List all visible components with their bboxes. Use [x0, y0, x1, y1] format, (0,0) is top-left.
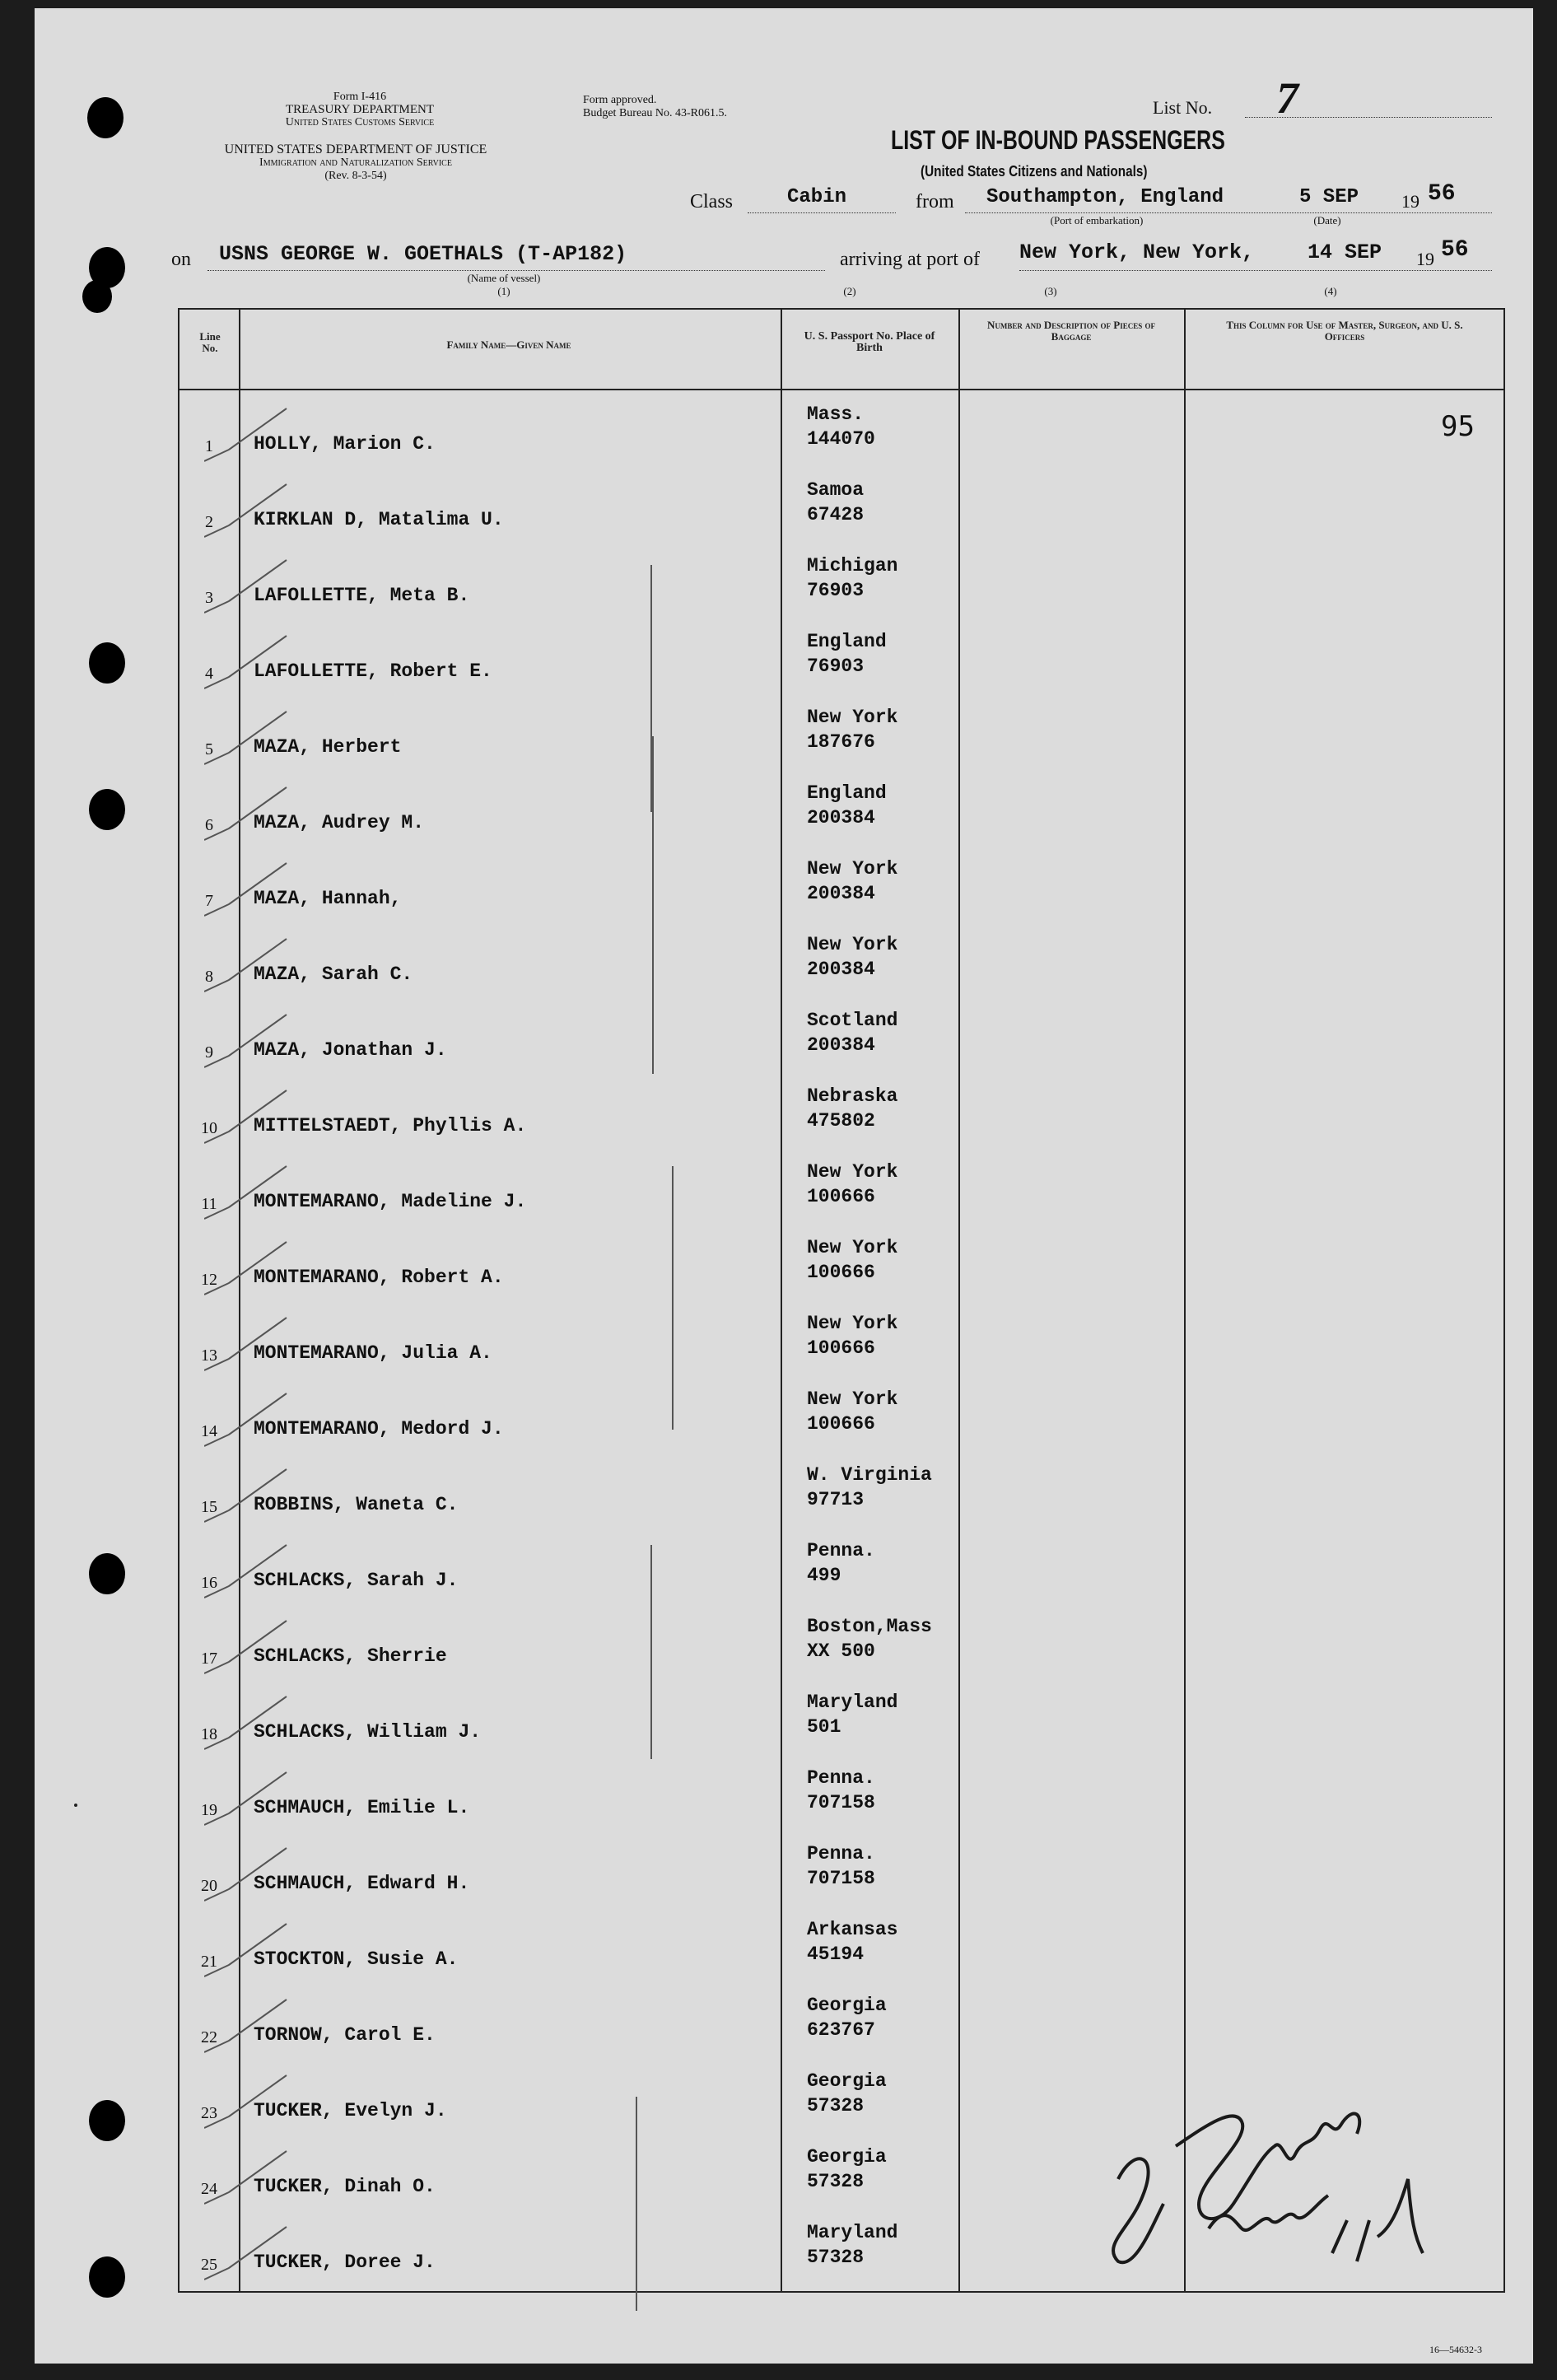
place-of-birth: Maryland — [807, 1692, 898, 1713]
table-row — [179, 1449, 1503, 1525]
birthplace-passport — [807, 1690, 897, 1739]
table-row — [179, 843, 1503, 919]
line-number: 4 — [205, 665, 213, 683]
page-subtitle: (United States Citizens and Nationals) — [921, 163, 1148, 180]
column-number-3: (3) — [1044, 285, 1057, 297]
vessel-line — [207, 270, 825, 271]
passenger-name: MITTELSTAEDT, Phyllis A. — [254, 1115, 527, 1136]
place-of-birth: Arkansas — [807, 1919, 898, 1940]
passenger-name: SCHLACKS, William J. — [254, 1721, 482, 1743]
passport-number: 76903 — [807, 580, 865, 601]
column-number-1: (1) — [497, 285, 510, 297]
passenger-name: MONTEMARANO, Medord J. — [254, 1418, 504, 1440]
line-number: 20 — [201, 1877, 217, 1895]
line-number: 11 — [201, 1195, 217, 1213]
table-row — [179, 1904, 1503, 1980]
birthplace-passport — [807, 1917, 897, 1967]
birthplace-passport — [807, 2069, 887, 2118]
passport-number: 57328 — [807, 2095, 865, 2116]
passenger-name: ROBBINS, Waneta C. — [254, 1494, 459, 1515]
revision: (Rev. 8-3-54) — [324, 170, 387, 182]
birthplace-passport — [807, 402, 875, 451]
line-number: 10 — [201, 1119, 217, 1137]
passenger-name: KIRKLAN D, Matalima U. — [254, 509, 504, 530]
place-of-birth: Georgia — [807, 2070, 887, 2092]
place-of-birth: New York — [807, 707, 898, 728]
passport-number: 707158 — [807, 1868, 875, 1889]
birthplace-passport — [807, 705, 897, 754]
form-approved: Form approved. — [583, 94, 657, 106]
passenger-name: STOCKTON, Susie A. — [254, 1948, 459, 1970]
date-caption: (Date) — [1313, 214, 1341, 226]
table-row — [179, 919, 1503, 995]
line-number: 24 — [201, 2180, 217, 2198]
table-row — [179, 1752, 1503, 1828]
passport-number: 200384 — [807, 807, 875, 828]
class-label: Class — [690, 191, 734, 212]
place-of-birth: Penna. — [807, 1767, 875, 1789]
binder-hole — [89, 1553, 125, 1594]
arrival-year: 56 — [1441, 237, 1469, 263]
line-number: 23 — [201, 2104, 217, 2122]
vessel-name: USNS GEORGE W. GOETHALS (T-AP182) — [219, 242, 627, 266]
customs-service: United States Customs Service — [285, 116, 435, 128]
line-number: 15 — [201, 1498, 217, 1516]
place-of-birth: Scotland — [807, 1010, 898, 1031]
place-of-birth: Michigan — [807, 555, 898, 576]
arriving-label: arriving at port of — [840, 249, 980, 270]
table-row — [179, 1677, 1503, 1752]
place-of-birth: New York — [807, 934, 898, 955]
place-of-birth: Georgia — [807, 2146, 887, 2168]
birthplace-passport — [807, 1387, 897, 1436]
place-of-birth: Samoa — [807, 479, 865, 501]
line-number: 9 — [205, 1043, 213, 1062]
table-row — [179, 464, 1503, 540]
birthplace-passport — [807, 1160, 897, 1209]
table-row — [179, 1222, 1503, 1298]
place-of-birth: England — [807, 631, 887, 652]
line-number: 3 — [205, 589, 213, 607]
table-row — [179, 1071, 1503, 1146]
birthplace-passport — [807, 1463, 932, 1512]
birthplace-passport — [807, 629, 887, 679]
binder-hole — [89, 789, 125, 830]
passport-number: 707158 — [807, 1792, 875, 1813]
print-code: 16—54632-3 — [1429, 2344, 1482, 2355]
line-number: 12 — [201, 1271, 217, 1289]
passport-number: 97713 — [807, 1489, 865, 1510]
treasury-dept: TREASURY DEPARTMENT — [285, 103, 435, 116]
birthplace-passport — [807, 1084, 897, 1133]
arrival-year-prefix: 19 — [1416, 249, 1434, 269]
arrival-date: 14 SEP — [1308, 240, 1382, 264]
immigration-service: Immigration and Naturalization Service — [259, 156, 452, 169]
budget-bureau: Budget Bureau No. 43-R061.5. — [583, 107, 727, 119]
arrival-line — [1019, 270, 1492, 271]
place-of-birth: W. Virginia — [807, 1464, 932, 1486]
passport-number: 57328 — [807, 2247, 865, 2268]
passport-number: 100666 — [807, 1186, 875, 1207]
place-of-birth: Boston,Mass — [807, 1616, 932, 1637]
birthplace-passport — [807, 781, 887, 830]
passenger-name: MAZA, Audrey M. — [254, 812, 425, 833]
table-row — [179, 1828, 1503, 1904]
inspector-signature — [1085, 2056, 1447, 2303]
column-number-2: (2) — [843, 285, 856, 297]
passenger-name: TUCKER, Dinah O. — [254, 2176, 436, 2197]
passenger-name: MAZA, Sarah C. — [254, 964, 413, 985]
passport-number: 100666 — [807, 1262, 875, 1283]
place-of-birth: Penna. — [807, 1540, 875, 1561]
place-of-birth: Mass. — [807, 404, 865, 425]
birthplace-passport — [807, 478, 864, 527]
on-label: on — [171, 249, 191, 270]
line-number: 19 — [201, 1801, 217, 1819]
table-row — [179, 1374, 1503, 1449]
vessel-caption: (Name of vessel) — [467, 272, 541, 284]
birthplace-passport — [807, 553, 897, 603]
table-row — [179, 1298, 1503, 1374]
passport-number: 45194 — [807, 1944, 865, 1965]
line-number: 16 — [201, 1574, 217, 1592]
birthplace-passport — [807, 1766, 875, 1815]
table-header — [179, 310, 1503, 390]
table-row — [179, 1146, 1503, 1222]
line-number: 17 — [201, 1650, 217, 1668]
place-of-birth: Penna. — [807, 1843, 875, 1864]
line-number: 5 — [205, 740, 213, 758]
passenger-name: MONTEMARANO, Julia A. — [254, 1342, 492, 1364]
passenger-name: MAZA, Herbert — [254, 736, 402, 758]
passport-number: 501 — [807, 1716, 841, 1738]
passenger-table — [178, 308, 1505, 2293]
line-number: 8 — [205, 968, 213, 986]
pencil-bracket — [672, 1166, 674, 1430]
table-row — [179, 1601, 1503, 1677]
place-of-birth: New York — [807, 1237, 898, 1258]
line-number: 22 — [201, 2028, 217, 2046]
birthplace-passport — [807, 1538, 875, 1588]
passenger-name: LAFOLLETTE, Robert E. — [254, 660, 492, 682]
birthplace-passport — [807, 2220, 897, 2270]
passport-number: 200384 — [807, 1034, 875, 1056]
birthplace-passport — [807, 1008, 897, 1057]
binder-hole — [82, 280, 112, 313]
passenger-name: SCHMAUCH, Emilie L. — [254, 1797, 470, 1818]
passport-number: 144070 — [807, 428, 875, 450]
line-number: 1 — [205, 437, 213, 455]
margin-mark — [74, 1804, 77, 1807]
embarkation-line — [965, 212, 1492, 213]
table-row — [179, 389, 1503, 464]
arrival-port: New York, New York, — [1019, 240, 1255, 264]
line-number: 21 — [201, 1953, 217, 1971]
passport-number: 100666 — [807, 1337, 875, 1359]
port-caption: (Port of embarkation) — [1050, 214, 1144, 226]
class-value: Cabin — [787, 186, 847, 208]
binder-hole — [89, 2256, 125, 2298]
port-of-embarkation: Southampton, England — [986, 186, 1224, 208]
birthplace-passport — [807, 2144, 887, 2194]
page-title: LIST OF IN-BOUND PASSENGERS — [891, 125, 1225, 155]
form-number: Form I-416 — [333, 91, 387, 103]
birthplace-passport — [807, 1841, 875, 1891]
place-of-birth: Maryland — [807, 2222, 898, 2243]
pencil-bracket — [636, 2097, 637, 2311]
column-number-4: (4) — [1324, 285, 1337, 297]
class-line — [748, 212, 896, 213]
table-row — [179, 540, 1503, 616]
binder-hole — [89, 642, 125, 684]
year-prefix: 19 — [1401, 191, 1419, 212]
table-row — [179, 1980, 1503, 2056]
place-of-birth: New York — [807, 1161, 898, 1183]
table-row — [179, 616, 1503, 692]
header-baggage: Number and Description of Pieces of Baggage — [987, 319, 1155, 343]
passport-number: 67428 — [807, 504, 865, 525]
place-of-birth: New York — [807, 1313, 898, 1334]
passport-number: 499 — [807, 1565, 841, 1586]
passport-number: 57328 — [807, 2171, 865, 2192]
from-label: from — [916, 191, 954, 212]
header-line-no: Line No. — [199, 330, 221, 354]
line-number: 18 — [201, 1725, 217, 1743]
passport-number: 187676 — [807, 731, 875, 753]
passenger-name: SCHLACKS, Sherrie — [254, 1645, 447, 1667]
passenger-name: LAFOLLETTE, Meta B. — [254, 585, 470, 606]
binder-hole — [87, 97, 124, 138]
passenger-name: TORNOW, Carol E. — [254, 2024, 436, 2046]
officer-note: 95 — [1441, 410, 1475, 443]
passenger-name: HOLLY, Marion C. — [254, 433, 436, 455]
passport-number: 475802 — [807, 1110, 875, 1132]
passport-number: 200384 — [807, 883, 875, 904]
list-no-value: 7 — [1276, 73, 1298, 123]
pencil-bracket — [652, 736, 654, 1074]
binder-hole — [89, 2100, 125, 2141]
line-number: 25 — [201, 2256, 217, 2274]
place-of-birth: England — [807, 782, 887, 804]
birthplace-passport — [807, 1614, 932, 1664]
departure-year: 56 — [1428, 181, 1456, 207]
passenger-name: TUCKER, Evelyn J. — [254, 2100, 447, 2121]
manifest-page — [35, 8, 1533, 2364]
passenger-name: SCHMAUCH, Edward H. — [254, 1873, 470, 1894]
pencil-bracket — [650, 1545, 652, 1759]
line-number: 13 — [201, 1346, 217, 1365]
list-no-label: List No. — [1153, 97, 1213, 118]
departure-date: 5 SEP — [1299, 186, 1359, 208]
passport-number: XX 500 — [807, 1640, 875, 1662]
passenger-name: MONTEMARANO, Robert A. — [254, 1267, 504, 1288]
birthplace-passport — [807, 932, 897, 982]
passenger-name: TUCKER, Doree J. — [254, 2252, 436, 2273]
birthplace-passport — [807, 1993, 887, 2042]
line-number: 2 — [205, 513, 213, 531]
place-of-birth: New York — [807, 858, 898, 880]
table-row — [179, 1525, 1503, 1601]
table-row — [179, 768, 1503, 843]
passport-number: 623767 — [807, 2019, 875, 2041]
header-officers: This Column for Use of Master, Surgeon, and U. S. Officers — [1226, 319, 1463, 343]
birthplace-passport — [807, 856, 897, 906]
justice-dept: UNITED STATES DEPARTMENT OF JUSTICE — [224, 142, 487, 156]
header-name: Family Name—Given Name — [446, 338, 571, 351]
place-of-birth: New York — [807, 1388, 898, 1410]
line-number: 7 — [205, 892, 213, 910]
place-of-birth: Georgia — [807, 1995, 887, 2016]
birthplace-passport — [807, 1235, 897, 1285]
header-passport: U. S. Passport No. Place of Birth — [804, 330, 935, 354]
passport-number: 200384 — [807, 959, 875, 980]
passport-number: 76903 — [807, 656, 865, 677]
line-number: 6 — [205, 816, 213, 834]
passenger-name: MONTEMARANO, Madeline J. — [254, 1191, 527, 1212]
place-of-birth: Nebraska — [807, 1085, 898, 1107]
birthplace-passport — [807, 1311, 897, 1360]
passport-number: 100666 — [807, 1413, 875, 1435]
table-row — [179, 995, 1503, 1071]
passenger-name: MAZA, Hannah, — [254, 888, 402, 909]
passenger-name: MAZA, Jonathan J. — [254, 1039, 447, 1061]
passenger-name: SCHLACKS, Sarah J. — [254, 1570, 459, 1591]
table-row — [179, 692, 1503, 768]
line-number: 14 — [201, 1422, 217, 1440]
